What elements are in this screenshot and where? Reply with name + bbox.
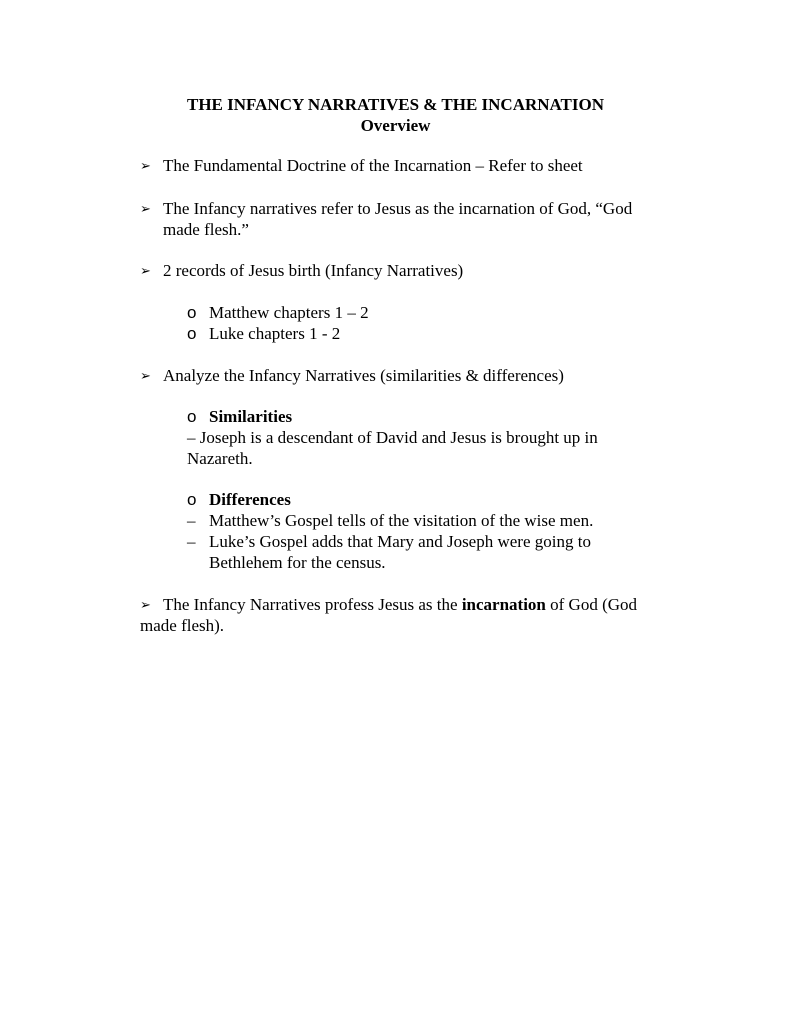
arrow-bullet-icon: ➢ bbox=[140, 369, 151, 384]
arrow-bullet-icon: ➢ bbox=[140, 202, 151, 217]
profess-text-before: The Infancy Narratives profess Jesus as the bbox=[163, 595, 462, 614]
document-subtitle: Overview bbox=[360, 116, 431, 135]
difference-item-2-line1: Luke’s Gospel adds that Mary and Joseph were going to bbox=[209, 532, 591, 551]
sub-item-matthew: Matthew chapters 1 – 2 bbox=[209, 303, 369, 322]
difference-item-2-line2: Bethlehem for the census. bbox=[209, 553, 386, 572]
similarities-line2: Nazareth. bbox=[187, 449, 253, 468]
circle-bullet-icon: o bbox=[187, 303, 197, 322]
bullet-profess-line2: made flesh). bbox=[140, 616, 225, 635]
difference-item-1: Matthew’s Gospel tells of the visitation of the wise men. bbox=[209, 511, 594, 530]
document-title: THE INFANCY NARRATIVES & THE INCARNATION bbox=[186, 95, 604, 114]
profess-text-after: of God (God bbox=[545, 595, 638, 614]
similarities-line1: – Joseph is a descendant of David and Jesus is brought up in bbox=[187, 428, 598, 447]
arrow-bullet-icon: ➢ bbox=[140, 159, 151, 174]
bullet-incarnation-line1: The Infancy narratives refer to Jesus as the incarnation of God, “God bbox=[163, 199, 633, 218]
bullet-records: 2 records of Jesus birth (Infancy Narratives) bbox=[163, 261, 464, 280]
arrow-bullet-icon: ➢ bbox=[140, 598, 151, 613]
dash-bullet-icon: – bbox=[187, 511, 196, 530]
sub-item-luke: Luke chapters 1 - 2 bbox=[209, 324, 341, 343]
dash-bullet-icon: – bbox=[187, 532, 196, 551]
differences-heading: Differences bbox=[209, 490, 291, 509]
bullet-incarnation-line2: made flesh.” bbox=[163, 220, 249, 239]
arrow-bullet-icon: ➢ bbox=[140, 264, 151, 279]
circle-bullet-icon: o bbox=[187, 324, 197, 343]
bullet-analyze: Analyze the Infancy Narratives (similarities & differences) bbox=[163, 366, 564, 385]
bullet-doctrine: The Fundamental Doctrine of the Incarnation – Refer to sheet bbox=[163, 156, 583, 175]
circle-bullet-icon: o bbox=[187, 407, 197, 426]
bullet-profess-line1 bbox=[163, 594, 637, 615]
similarities-heading: Similarities bbox=[209, 407, 293, 426]
circle-bullet-icon: o bbox=[187, 490, 197, 509]
profess-bold-term: incarnation bbox=[461, 595, 546, 614]
